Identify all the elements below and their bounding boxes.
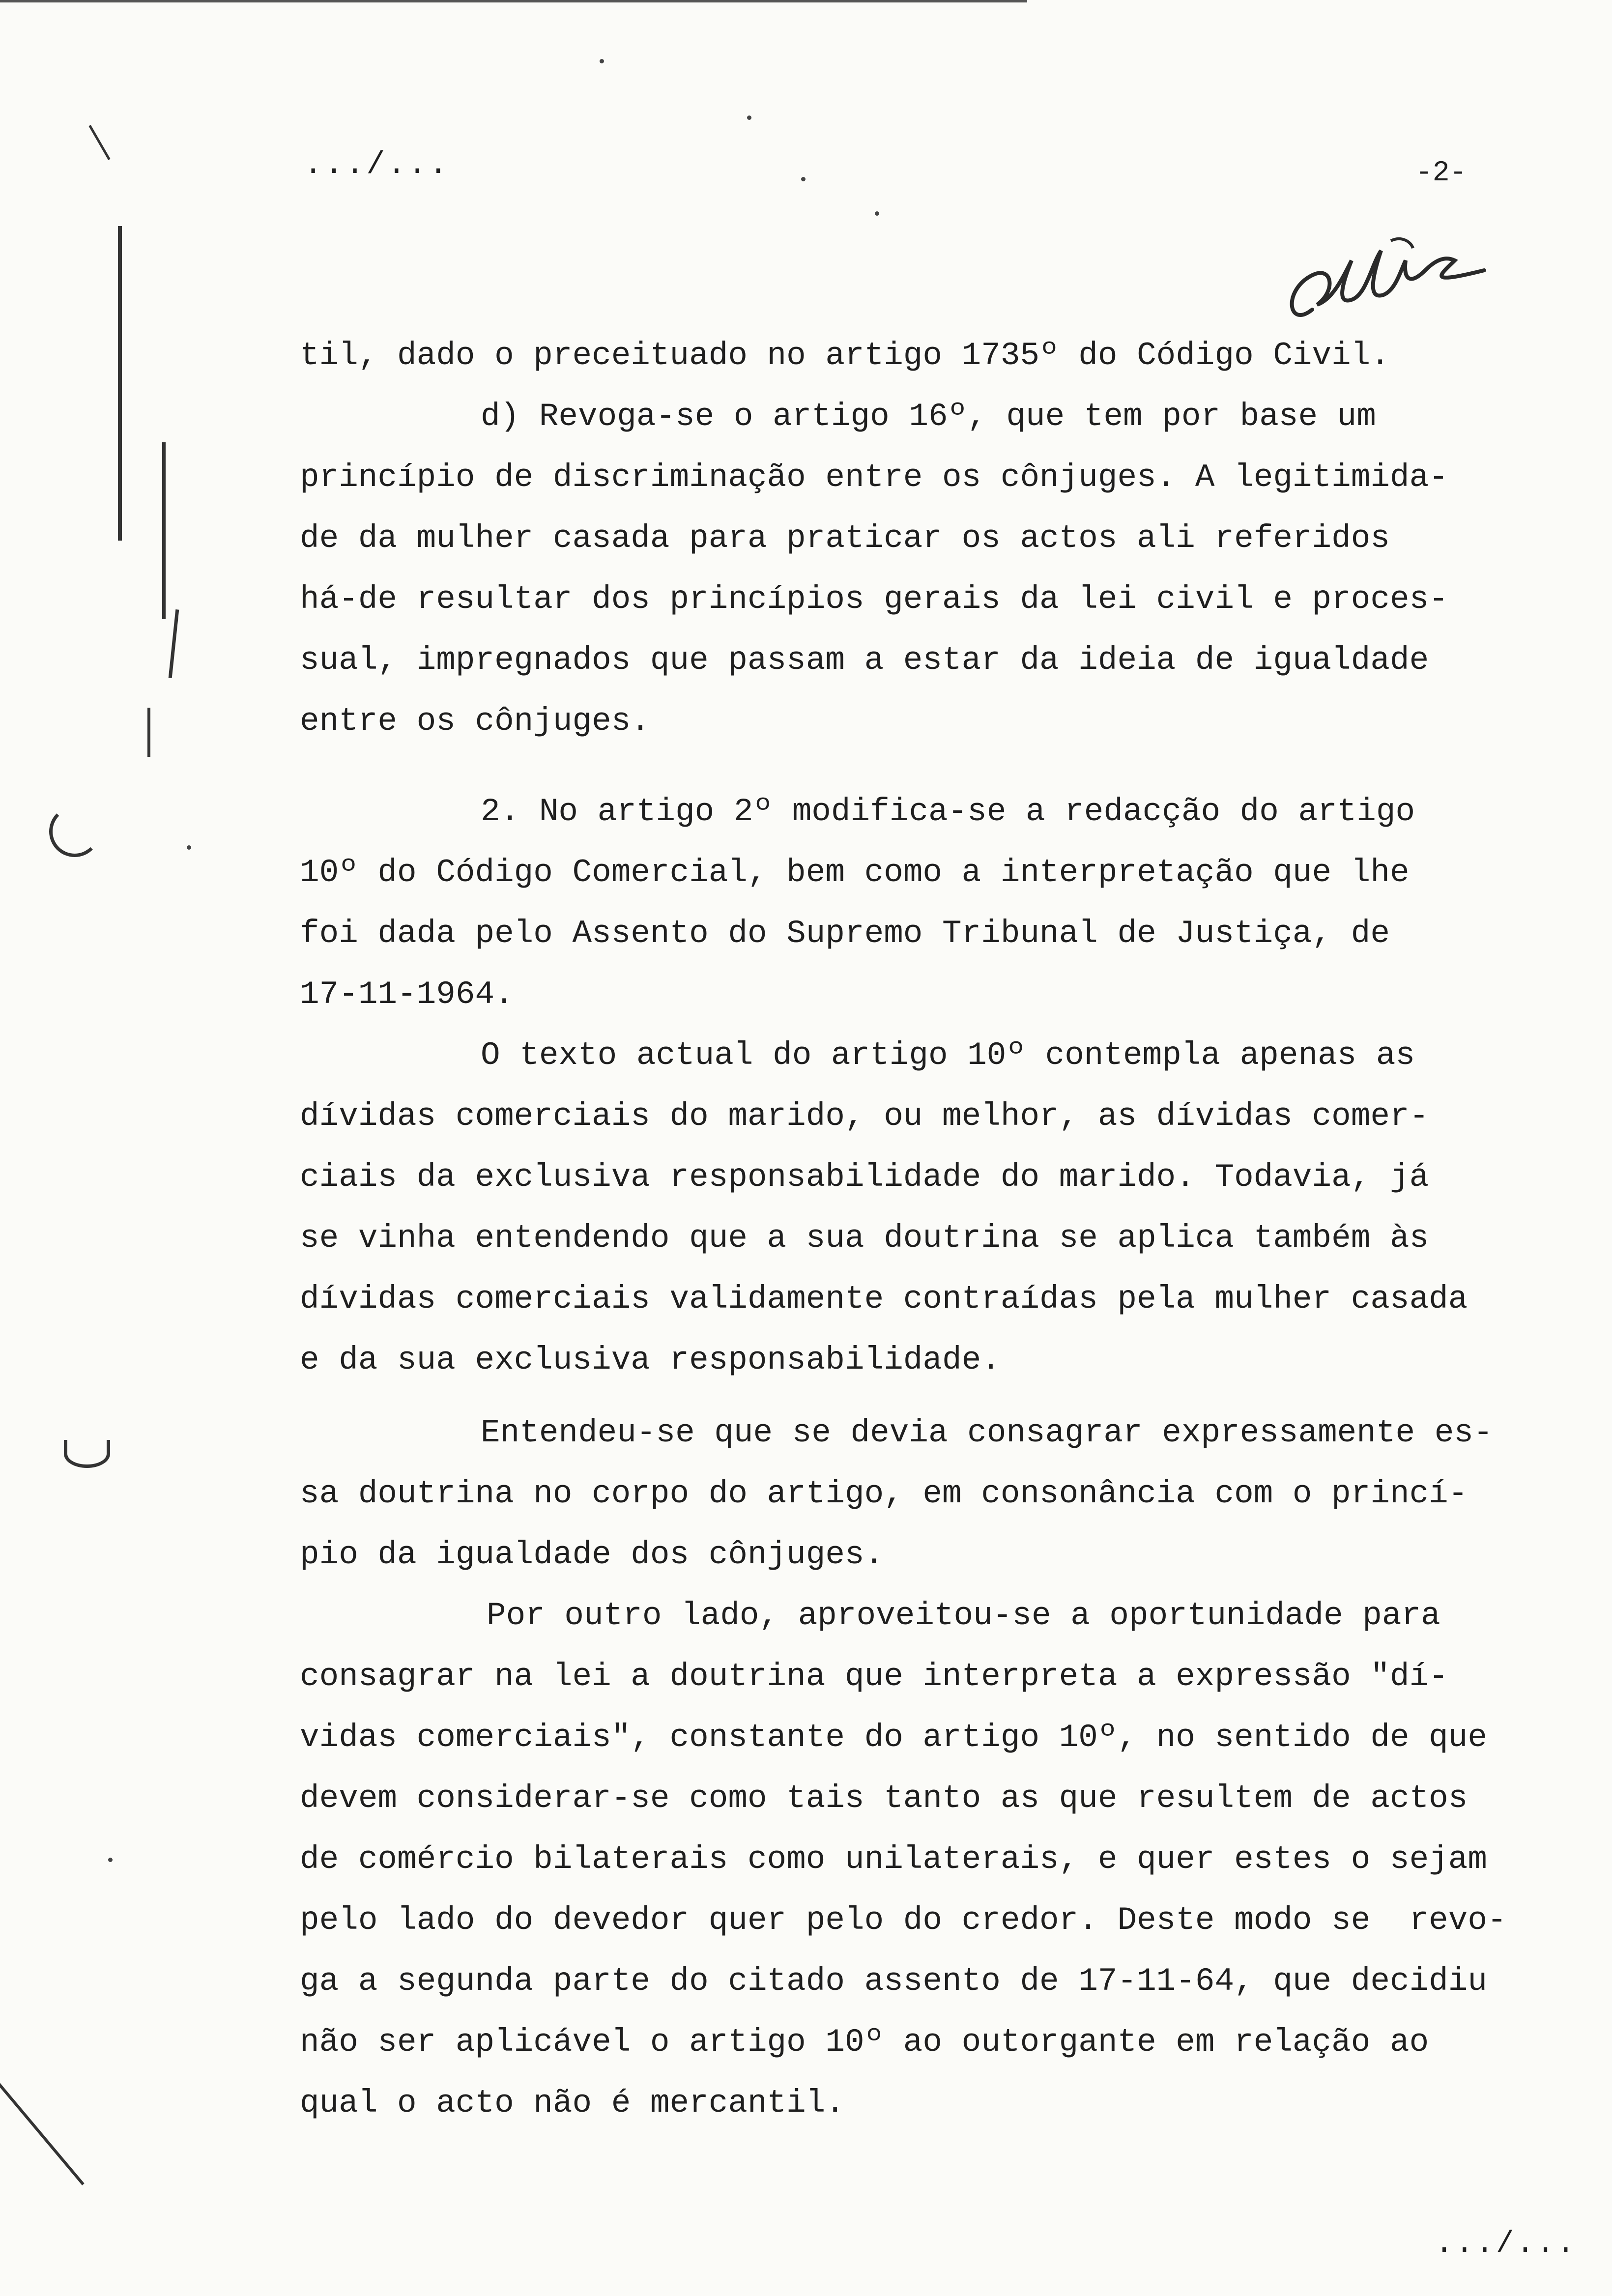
text-line: devem considerar-se como tais tanto as que resultem de actos [300,1780,1468,1817]
continuation-mark-top: .../... [304,147,450,183]
text-line: consagrar na lei a doutrina que interpreta a expressão "dí- [300,1658,1448,1695]
text-line: qual o acto não é mercantil. [300,2085,845,2122]
hole-punch-mark [49,806,100,857]
text-line: de comércio bilaterais como unilaterais, e quer estes o sejam [300,1841,1487,1878]
text-line: dívidas comerciais validamente contraídas pela mulher casada [300,1281,1468,1318]
text-line: 17-11-1964. [300,976,514,1013]
scan-speck [108,1858,113,1862]
signature [1278,206,1524,344]
text-line: dívidas comerciais do marido, ou melhor, as dívidas comer- [300,1098,1429,1135]
text-line: 10º do Código Comercial, bem como a interpretação que lhe [300,854,1410,891]
text-line: sual, impregnados que passam a estar da ideia de igualdade [300,642,1429,679]
text-line: de da mulher casada para praticar os actos ali referidos [300,520,1390,557]
text-line: e da sua exclusiva responsabilidade. [300,1342,1001,1378]
scan-speck [600,59,604,63]
text-line: Por outro lado, aproveitou-se a oportunidade para [487,1597,1440,1634]
scan-speck [875,211,879,216]
text-line: Entendeu-se que se devia consagrar expressamente es- [481,1414,1493,1451]
text-line: vidas comerciais", constante do artigo 10º, no sentido de que [300,1719,1487,1756]
continuation-mark-bottom: .../... [1435,2226,1577,2261]
margin-line [0,2070,85,2185]
margin-line [169,609,179,678]
text-line: se vinha entendendo que a sua doutrina se aplica também às [300,1220,1429,1257]
text-line: princípio de discriminação entre os cônjuges. A legitimida- [300,459,1448,496]
text-line: foi dada pelo Assento do Supremo Tribunal de Justiça, de [300,915,1390,952]
paragraph-gap [300,1391,1548,1403]
text-line: pelo lado do devedor quer pelo do credor. Deste modo se revo- [300,1902,1507,1939]
text-line: entre os cônjuges. [300,703,650,740]
scan-speck [801,177,806,181]
text-line: sa doutrina no corpo do artigo, em consonância com o princí- [300,1475,1468,1512]
scan-speck [747,115,751,120]
text-line: til, dado o preceituado no artigo 1735º do Código Civil. [300,337,1390,374]
text-line: ciais da exclusiva responsabilidade do marido. Todavia, já [300,1159,1429,1196]
text-line: O texto actual do artigo 10º contempla apenas as [481,1037,1415,1074]
paragraph-gap [300,752,1548,781]
margin-line [118,226,122,541]
text-line: há-de resultar dos princípios gerais da lei civil e proces- [300,581,1448,618]
hole-punch-mark [64,1440,110,1468]
text-line: d) Revoga-se o artigo 16º, que tem por base um [481,398,1376,435]
text-line: pio da igualdade dos cônjuges. [300,1536,884,1573]
text-line: não ser aplicável o artigo 10º ao outorgante em relação ao [300,2024,1429,2061]
margin-line [147,708,150,757]
document-body [300,325,1548,2134]
margin-line [162,442,166,619]
page-number: -2- [1415,157,1467,189]
margin-line [88,125,110,160]
scan-speck [187,845,191,850]
text-line: ga a segunda parte do citado assento de 17-11-64, que decidiu [300,1963,1487,2000]
scan-edge-line [0,0,1027,2]
text-line: 2. No artigo 2º modifica-se a redacção do artigo [481,793,1415,830]
